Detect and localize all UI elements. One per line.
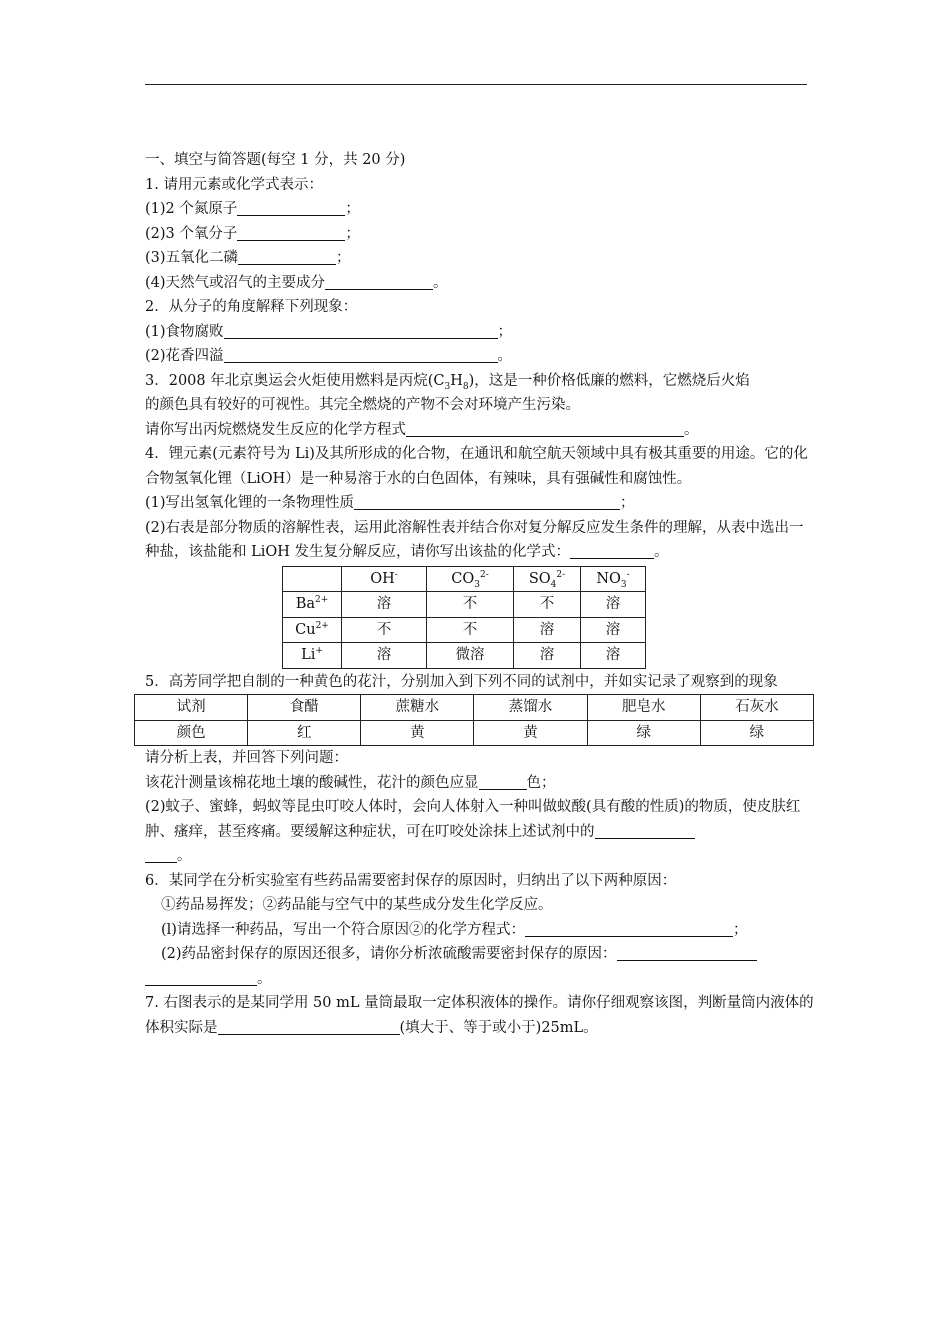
answer-blank[interactable] <box>145 969 257 986</box>
q6-sub2: (2)药品密封保存的原因还很多，请你分析浓硫酸需要密封保存的原因： <box>145 942 817 967</box>
q3-line2: 的颜色具有较好的可视性。其完全燃烧的产物不会对环境产生污染。 <box>145 397 580 413</box>
table-cell: 颜色 <box>135 720 248 746</box>
table-cell: 食醋 <box>248 695 361 721</box>
q1-item: (1)2 个氮原子 ； <box>145 201 360 217</box>
table-header-row <box>135 695 814 721</box>
answer-blank[interactable] <box>617 944 757 961</box>
table-cell: 黄 <box>361 720 474 746</box>
table-header-row <box>283 566 646 592</box>
header-rule <box>145 84 807 85</box>
answer-blank[interactable] <box>238 248 336 265</box>
answer-blank[interactable] <box>354 493 620 510</box>
table-cell: 溶 <box>342 592 427 618</box>
q3-line3: 请你写出丙烷燃烧发生反应的化学方程式 。 <box>145 421 699 438</box>
q6-sub2-cont: 。 <box>145 967 817 992</box>
q2-item: (2)花香四溢 。 <box>145 348 513 364</box>
q2-item: (1)食物腐败 ； <box>145 323 513 340</box>
table-header-cell: OH- <box>342 566 427 592</box>
q6-sub1: (l)请选择一种药品，写出一个符合原因②的化学方程式： ； <box>161 921 748 938</box>
table-cell: 不 <box>427 592 514 618</box>
table-cell: 蒸馏水 <box>474 695 587 721</box>
table-cell: 石灰水 <box>700 695 813 721</box>
table-header-cell: $SO_4^{2-}$ <box>514 566 581 592</box>
q1-item: (2)3 个氧分子 ； <box>145 225 360 242</box>
table-cell: 肥皂水 <box>587 695 700 721</box>
table-cell: 红 <box>248 720 361 746</box>
solubility-table <box>282 566 646 669</box>
q4-sub2: (2)右表是部分物质的溶解性表，运用此溶解性表并结合你对复分解反应发生条件的理解，从表中选出一种盐，该盐能和 LiOH 发生复分解反应，请你写出该盐的化学式： 。 <box>145 519 804 560</box>
q6-stem: 6．某同学在分析实验室有些药品需要密封保存的原因时，归纳出了以下两种原因： <box>145 872 677 889</box>
answer-blank[interactable] <box>145 846 177 863</box>
row-header-cell: $Cu^{2+}$ <box>283 617 342 643</box>
table-header-cell: $CO_3^{2-}$ <box>427 566 514 592</box>
table-cell: 溶 <box>581 592 646 618</box>
q4-paragraph: 4．锂元素(元素符号为 Li)及其所形成的化合物，在通讯和航空航天领域中具有极其重要的用途。它的化合物氢氧化锂（LiOH）是一种易溶于水的白色固体，有辣味，具有强碱性和腐蚀性。 <box>145 446 808 487</box>
q5-stem: 5．高芳同学把自制的一种黄色的花汁，分别加入到下列不同的试剂中，并如实记录了观察到的现象 <box>145 673 778 690</box>
answer-blank[interactable] <box>595 822 695 839</box>
table-cell: 黄 <box>474 720 587 746</box>
q1-stem: 1. 请用元素或化学式表示： <box>145 176 323 193</box>
table-cell: 不 <box>342 617 427 643</box>
q2-stem: 2．从分子的角度解释下列现象： <box>145 299 358 315</box>
q3-line1: 3．2008 年北京奥运会火炬使用燃料是丙烷$(C_3H_8)$，这是一种价格低廉的燃料，它燃烧后火焰 <box>145 372 750 392</box>
table-row <box>283 643 646 669</box>
answer-blank[interactable] <box>237 224 345 241</box>
table-cell: 溶 <box>342 643 427 669</box>
answer-blank[interactable] <box>570 542 654 559</box>
answer-blank[interactable] <box>479 773 527 790</box>
answer-blank[interactable] <box>224 346 498 363</box>
answer-blank[interactable] <box>525 920 733 937</box>
answer-blank[interactable] <box>325 273 433 290</box>
table-cell: 绿 <box>700 720 813 746</box>
table-cell: 试剂 <box>135 695 248 721</box>
table-cell: 绿 <box>587 720 700 746</box>
row-header-cell: Li+ <box>283 643 342 669</box>
answer-blank[interactable] <box>406 420 684 437</box>
reagent-color-table <box>134 694 814 746</box>
table-cell: 溶 <box>581 643 646 669</box>
q6-reasons: ①药品易挥发；②药品能与空气中的某些成分发生化学反应。 <box>161 897 553 913</box>
answer-blank[interactable] <box>237 199 345 216</box>
table-cell: 不 <box>514 592 581 618</box>
answer-blank[interactable] <box>218 1018 400 1035</box>
table-cell: 不 <box>427 617 514 643</box>
table-cell: 溶 <box>581 617 646 643</box>
table-cell: 溶 <box>514 617 581 643</box>
table-cell: 蔗糖水 <box>361 695 474 721</box>
q1-item: (4)天然气或沼气的主要成分 。 <box>145 274 448 291</box>
table-header-cell: $NO_3^-$ <box>581 566 646 592</box>
table-cell <box>283 566 342 592</box>
answer-blank[interactable] <box>224 322 498 339</box>
table-cell: 微溶 <box>427 643 514 669</box>
q1-item: (3)五氧化二磷 ； <box>145 250 351 266</box>
table-row <box>135 720 814 746</box>
table-row <box>283 592 646 618</box>
row-header-cell: $Ba^{2+}$ <box>283 592 342 618</box>
q4-sub1: (1)写出氢氧化锂的一条物理性质 ； <box>145 495 635 511</box>
table-cell: 溶 <box>514 643 581 669</box>
table-row <box>283 617 646 643</box>
exam-content <box>145 148 817 1040</box>
q5-after: 请分析上表，并回答下列问题： <box>145 750 348 766</box>
q5-sub2: (2)蚊子、蜜蜂，蚂蚁等昆虫叮咬人体时，会向人体射入一种叫做蚁酸(具有酸的性质)的物质，使皮肤红肿、瘙痒，甚至疼痛。要缓解这种症状，可在叮咬处涂抹上述试剂中的 。 <box>145 799 801 864</box>
section-title: 一、填空与简答题(每空 1 分，共 20 分) <box>145 152 406 168</box>
q7-text: 7. 右图表示的是某同学用 50 mL 量筒最取一定体积液体的操作。请你仔细观察该图，判断量筒内液体的体积实际是 (填大于、等于或小于)25mL。 <box>145 995 814 1036</box>
q5-sub1: 该花汁测量该棉花地土壤的酸碱性，花汁的颜色应显 色； <box>145 774 556 791</box>
